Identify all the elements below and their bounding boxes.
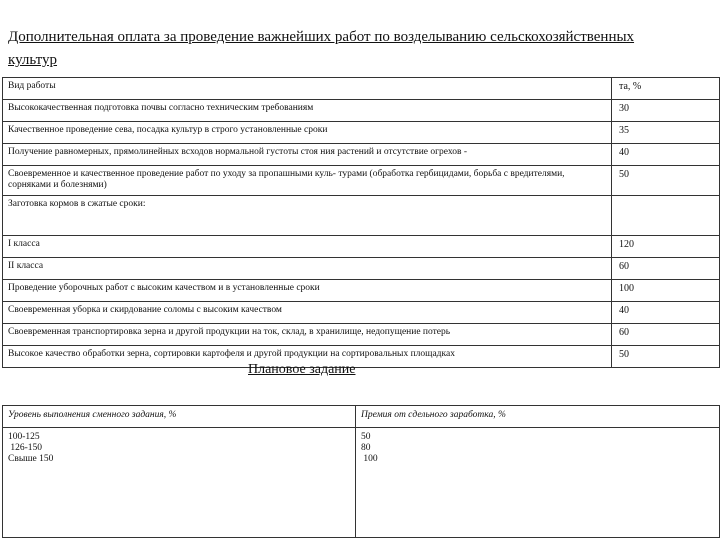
row-work: Заготовка кормов в сжатые сроки: [3, 196, 612, 236]
table-row [3, 100, 720, 122]
table-row [3, 302, 720, 324]
row-value: 40 [612, 144, 720, 166]
table-row [3, 324, 720, 346]
table-row [3, 144, 720, 166]
row-value: 50 [612, 166, 720, 196]
header-value: та, % [612, 78, 720, 100]
row-work: Качественное проведение сева, посадка культур в строго установленные сроки [3, 122, 612, 144]
row-value: 35 [612, 122, 720, 144]
table-row [3, 258, 720, 280]
row-value: 100 [612, 280, 720, 302]
table-row [3, 166, 720, 196]
row-work: Своевременная транспортировка зерна и другой продукции на ток, склад, в хранилище, недопущение потерь [3, 324, 612, 346]
header-bonus: Премия от сдельного заработка, % [356, 406, 720, 428]
row-value: 40 [612, 302, 720, 324]
level-value: 126-150 [8, 443, 43, 453]
bonus-value: 80 [361, 443, 371, 453]
plan-title: Плановое задание [248, 362, 356, 377]
header-work-type: Вид работы [3, 78, 612, 100]
row-work: Высокое качество обработки зерна, сортировки картофеля и другой продукции на сортировальных площадках [3, 346, 612, 368]
plan-table [2, 405, 720, 538]
table-row [3, 236, 720, 258]
table-row [3, 346, 720, 368]
row-work: Своевременное и качественное проведение работ по уходу за пропашными куль- турами (обработка гербицидами, борьба с вредителями, сорняками и болезнями) [3, 166, 612, 196]
row-value: 60 [612, 324, 720, 346]
level-value: Свыше 150 [8, 454, 54, 464]
row-work: I класса [3, 236, 612, 258]
payments-table [2, 77, 720, 368]
plan-header-row [3, 406, 720, 428]
row-value [612, 196, 720, 236]
table-row [3, 280, 720, 302]
row-value: 60 [612, 258, 720, 280]
row-value: 120 [612, 236, 720, 258]
table-header-row [3, 78, 720, 100]
level-value: 100-125 [8, 432, 40, 442]
row-work: Своевременная уборка и скирдование соломы с высоким качеством [3, 302, 612, 324]
bonuses-cell [356, 428, 720, 538]
bonus-value: 100 [361, 454, 378, 464]
row-value: 50 [612, 346, 720, 368]
row-work: Получение равномерных, прямолинейных всходов нормальной густоты стоя ния растений и отсутствие огрехов - [3, 144, 612, 166]
table-row [3, 196, 720, 236]
row-work: Проведение уборочных работ с высоким качеством и в установленные сроки [3, 280, 612, 302]
bonus-value: 50 [361, 432, 371, 442]
levels-cell [3, 428, 356, 538]
row-work: Высококачественная подготовка почвы согласно техническим требованиям [3, 100, 612, 122]
plan-body-row [3, 428, 720, 538]
table-row [3, 122, 720, 144]
row-value: 30 [612, 100, 720, 122]
row-work: II класса [3, 258, 612, 280]
page-title: Дополнительная оплата за проведение важнейших работ по возделыванию сельскохозяйственных культур [8, 29, 635, 68]
header-level: Уровень выполнения сменного задания, % [3, 406, 356, 428]
